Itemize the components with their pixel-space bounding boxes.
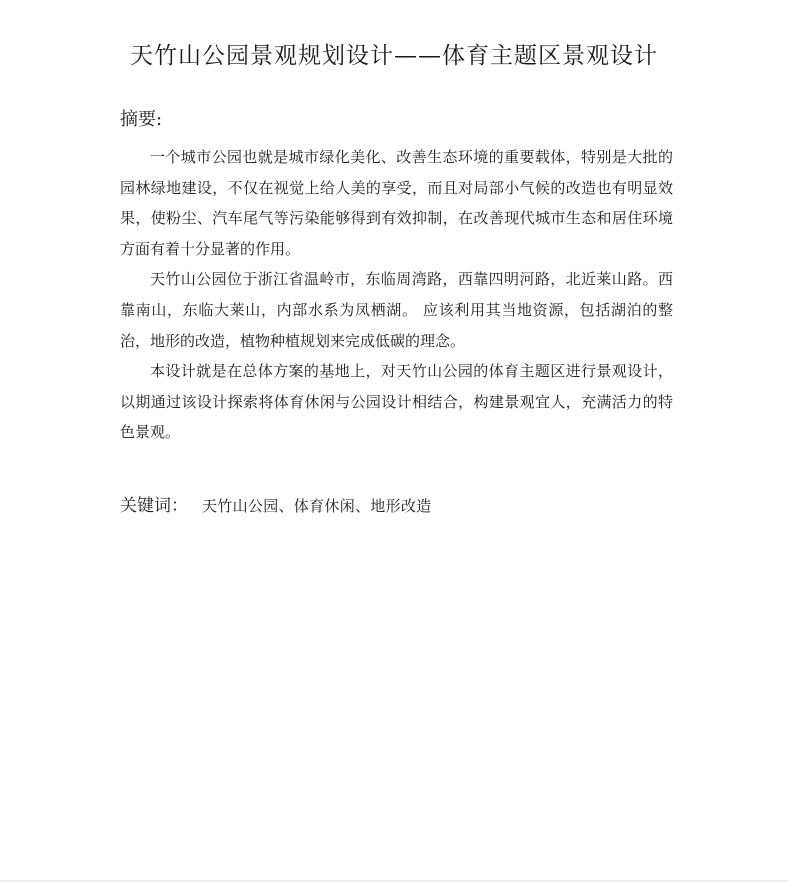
keywords-label: 关键词： xyxy=(120,496,188,516)
abstract-paragraph: 本设计就是在总体方案的基地上，对天竹山公园的体育主题区进行景观设计，以期通过该设计探索将体育休闲与公园设计相结合，构建景观宜人，充满活力的特色景观。 xyxy=(120,362,673,442)
keywords-line xyxy=(120,493,432,519)
keywords-value: 天竹山公园、体育休闲、地形改造 xyxy=(202,497,432,515)
abstract-heading: 摘要: xyxy=(120,109,163,130)
abstract-paragraph: 一个城市公园也就是城市绿化美化、改善生态环境的重要载体，特别是大批的园林绿地建设，不仅在视觉上给人美的享受，而且对局部小气候的改造也有明显效果，使粉尘、汽车尾气等污染能够得到有效抑制，在改善现代城市生态和居住环境方面有着十分显著的作用。 xyxy=(120,148,673,258)
page-title: 天竹山公园景观规划设计——体育主题区景观设计 xyxy=(130,43,658,69)
abstract-body xyxy=(120,142,673,448)
abstract-paragraph: 天竹山公园位于浙江省温岭市，东临周湾路，西靠四明河路，北近莱山路。西靠南山，东临大莱山，内部水系为凤栖湖。 应该利用其当地资源，包括湖泊的整治，地形的改造，植物种植规划来完成低碳的理念。 xyxy=(120,270,673,350)
